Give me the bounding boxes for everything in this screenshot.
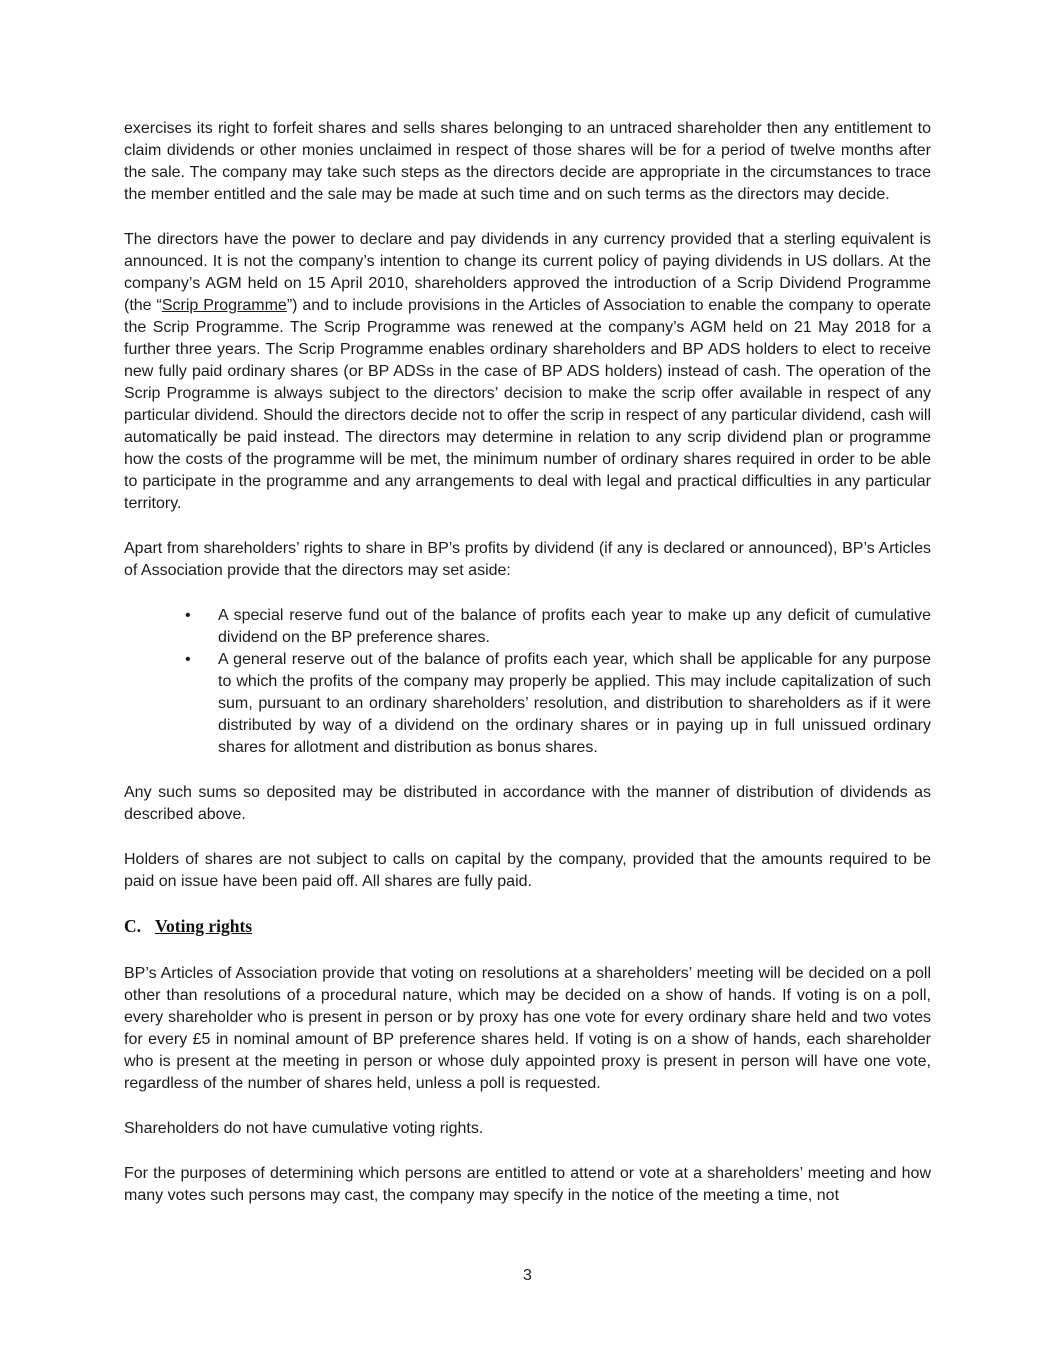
para-meeting-notice: For the purposes of determining which persons are entitled to attend or vote at a shareholders’ meeting and how many votes such persons may cast, the company may specify in the notice of the meeting a time, not [124,1165,931,1204]
para-calls-on-capital: Holders of shares are not subject to calls on capital by the company, provided that the amounts required to be paid on issue have been paid off. All shares are fully paid. [124,851,931,890]
page-number: 3 [523,1267,532,1284]
underlined-term-scrip-programme: Scrip Programme [161,297,287,314]
bullet-special-reserve: • A special reserve fund out of the balance of profits each year to make up any deficit of cumulative dividend on the BP preference shares. [218,605,931,649]
para-dividends-scrip-programme [124,229,931,515]
paragraph-text: The directors have the power to declare and pay dividends in any currency provided that a sterling equivalent is announced. It is not the company’s intention to change its current policy of paying dividends in US dollars. At the company’s AGM held on 15 April 2010, shareholders approved the introduction of a Scrip Dividend Programme (the “ [124,231,931,314]
para-voting-poll: BP’s Articles of Association provide that voting on resolutions at a shareholders’ meeting will be decided on a poll other than resolutions of a procedural nature, which may be decided on a show of hands. If voting is on a poll, every shareholder who is present in person or by proxy has one vote for every ordinary share held and two votes for every £5 in nominal amount of BP preference shares held. If voting is on a show of hands, each shareholder who is present at the meeting in person or whose duly appointed proxy is present in person will have one vote, regardless of the number of shares held, unless a poll is requested. [124,965,931,1092]
section-heading-voting-rights [124,916,931,937]
section-letter: C. [124,916,142,936]
section-title: Voting rights [155,916,253,936]
para-untraced-shareholder: exercises its right to forfeit shares and sells shares belonging to an untraced shareholder then any entitlement to claim dividends or other monies unclaimed in respect of those shares will be for a period of twelve months after the sale. The company may take such steps as the directors decide are appropriate in the circumstances to trace the member entitled and the sale may be made at such time and on such terms as the directors may decide. [124,120,931,203]
reserves-bullet-list [124,605,931,759]
para-set-aside-intro: Apart from shareholders’ rights to share in BP’s profits by dividend (if any is declared or announced), BP’s Articles of Association provide that the directors may set aside: [124,540,931,579]
paragraph-text: ”) and to include provisions in the Articles of Association to enable the company to operate the Scrip Programme. The Scrip Programme was renewed at the company’s AGM held on 21 May 2018 for a further three years. The Scrip Programme enables ordinary shareholders and BP ADS holders to elect to receive new fully paid ordinary shares (or BP ADSs in the case of BP ADS holders) instead of cash. The operation of the Scrip Programme is always subject to the directors’ decision to make the scrip offer available in respect of any particular dividend. Should the directors decide not to offer the scrip in respect of any particular dividend, cash will automatically be paid instead. The directors may determine in relation to any scrip dividend plan or programme how the costs of the programme will be met, the minimum number of ordinary shares required in order to be able to participate in the programme and any arrangements to deal with legal and practical difficulties in any particular territory. [124,297,931,512]
bullet-general-reserve: • A general reserve out of the balance of profits each year, which shall be applicable for any purpose to which the profits of the company may properly be applied. This may include capitalization of such sum, pursuant to an ordinary shareholders’ resolution, and distribution to shareholders as if it were distributed by way of a dividend on the ordinary shares or in paying up in full unissued ordinary shares for allotment and distribution as bonus shares. [218,649,931,759]
para-cumulative-voting: Shareholders do not have cumulative voting rights. [124,1120,484,1137]
para-sums-distributed: Any such sums so deposited may be distributed in accordance with the manner of distribution of dividends as described above. [124,784,931,823]
